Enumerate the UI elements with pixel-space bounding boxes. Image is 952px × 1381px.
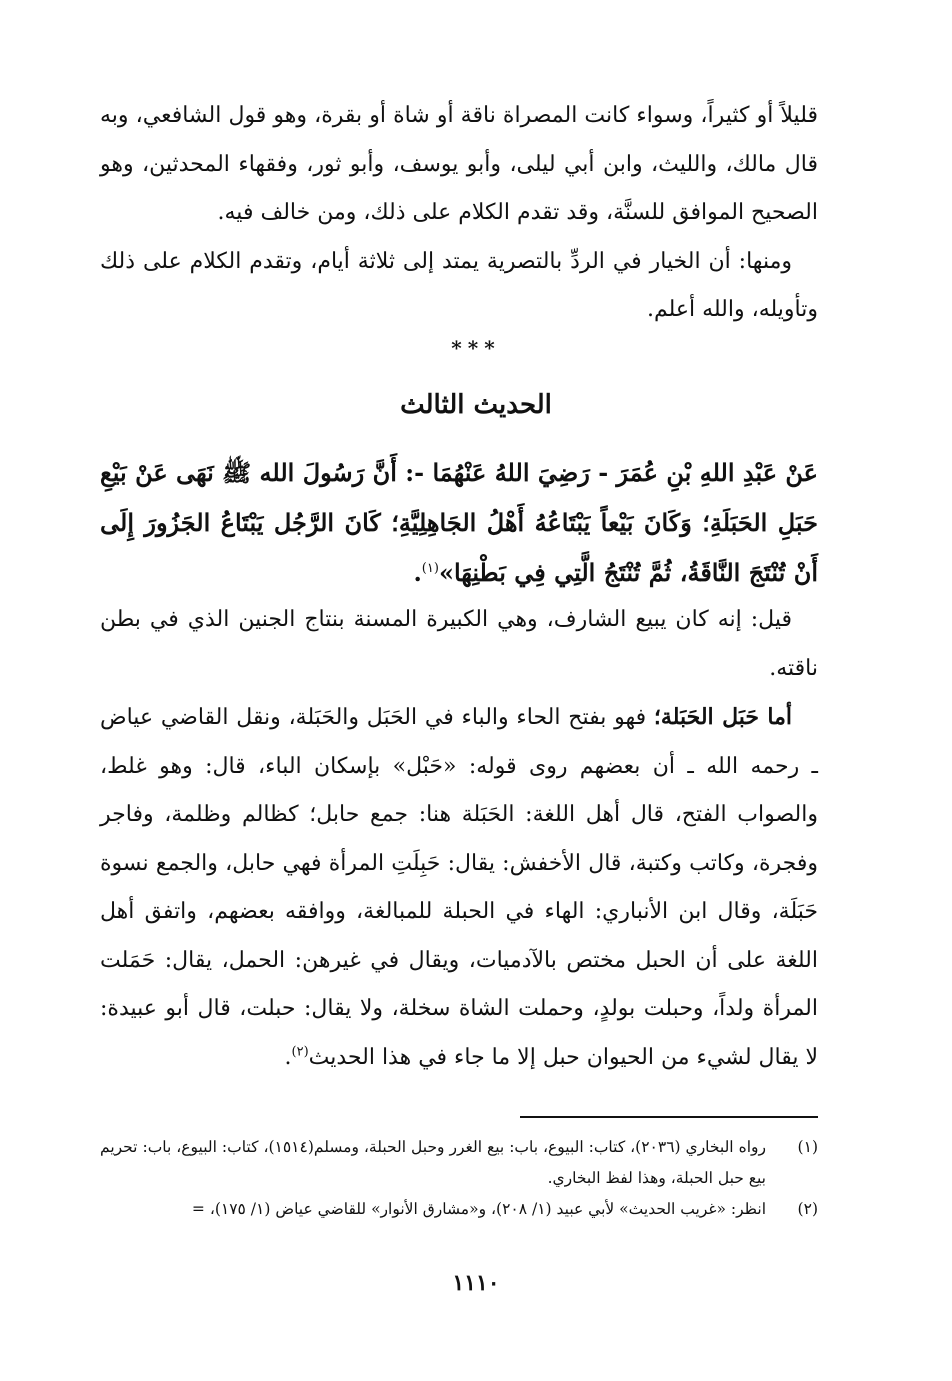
paragraph-end: .: [284, 1044, 292, 1070]
paragraph-sharif: قيل: إنه كان يبيع الشارف، وهي الكبيرة المسنة بنتاج الجنين الذي في بطن ناقته.: [100, 607, 818, 681]
footnote-text: انظر: «غريب الحديث» لأبي عبيد (١/ ٢٠٨)، و«مشارق الأنوار» للقاضي عياض (١/ ١٧٥)، =: [191, 1200, 766, 1218]
hadith-end: .: [413, 558, 422, 587]
hadith-body: عَنْ عَبْدِ اللهِ بْنِ عُمَرَ - رَضِيَ اللهُ عَنْهُمَا -: أَنَّ رَسُولَ الله ﷺ نَهَى عَنْ بَيْعِ حَبَلِ الحَبَلَةِ؛ وَكَانَ بَيْعاً يَبْتَاعُهُ أَهْلُ الجَاهِلِيَّةِ؛ كَانَ الرَّجُل يَبْتَاعُ الجَزُورَ إِلَى أَنْ تُنْتَجَ النَّاقَةُ، ثُمَّ تُنْتَجُ الَّتِي فِي بَطْنِهَا»: [100, 458, 818, 587]
footnote-marker-1: (١): [421, 561, 439, 576]
footnote-divider: [520, 1116, 818, 1118]
paragraph-lead-term: أما حَبَل الحَبَلة؛: [653, 704, 793, 730]
footnotes: [100, 1132, 818, 1225]
footnote-text: رواه البخاري (٢٠٣٦)، كتاب: البيوع، باب: بيع الغرر وحبل الحبلة، ومسلم(١٥١٤)، كتاب: البيوع، باب: تحريم بيع حبل الحبلة، وهذا لفظ البخاري.: [100, 1138, 766, 1187]
paragraph-body: فهو بفتح الحاء والباء في الحَبَل والحَبَلة، ونقل القاضي عياض ـ رحمه الله ـ أن بعضهم روى قوله: «حَبْل» بإسكان الباء، قال: وهو غلط، والصواب الفتح، قال أهل اللغة: الحَبَلة هنا: جمع حابل؛ كظالم وظلمة، وفاجر وفجرة، وكاتب وكتبة، قال الأخفش: يقال: حَبِلَتِ المرأة فهي حابل، والجمع نسوة حَبَلَة، وقال ابن الأنباري: الهاء في الحبلة للمبالغة، ووافقه بعضهم، واتفق أهل اللغة على أن الحبل مختص بالآدميات، ويقال في غيرهن: الحمل، يقال: حَمَلت المرأة ولداً، وحبلت بولدٍ، وحملت الشاة سخلة، ولا يقال: حبلت، قال أبو عبيدة: لا يقال لشيء من الحيوان حبل إلا ما جاء في هذا الحديث: [100, 705, 818, 1070]
footnote-item-2: [100, 1194, 818, 1225]
section-separator: ***: [451, 336, 501, 360]
paragraph-continuation: قليلاً أو كثيراً، وسواء كانت المصراة ناقة أو شاة أو بقرة، وهو قول الشافعي، وبه قال مالك، والليث، وابن أبي ليلى، وأبو يوسف، وأبو ثور، وفقهاء المحدثين، وهو الصحيح الموافق للسنَّة، وقد تقدم الكلام على ذلك، ومن خالف فيه.: [100, 103, 818, 225]
footnote-item-1: [100, 1132, 818, 1194]
intro-section: [100, 92, 818, 335]
footnote-marker-2: (٢): [291, 1044, 309, 1060]
page-number: ١١١٠: [452, 1270, 500, 1296]
commentary-section: [100, 596, 818, 1082]
section-heading: الحديث الثالث: [400, 390, 552, 420]
paragraph-habal-al-habala: [100, 693, 818, 1082]
hadith-text: [100, 448, 818, 598]
footnote-number: (١): [797, 1138, 818, 1156]
paragraph-tasriya: ومنها: أن الخيار في الردِّ بالتصرية يمتد إلى ثلاثة أيام، وتقدم الكلام على ذلك وتأويله، والله أعلم.: [100, 248, 818, 322]
footnote-number: (٢): [797, 1200, 818, 1218]
